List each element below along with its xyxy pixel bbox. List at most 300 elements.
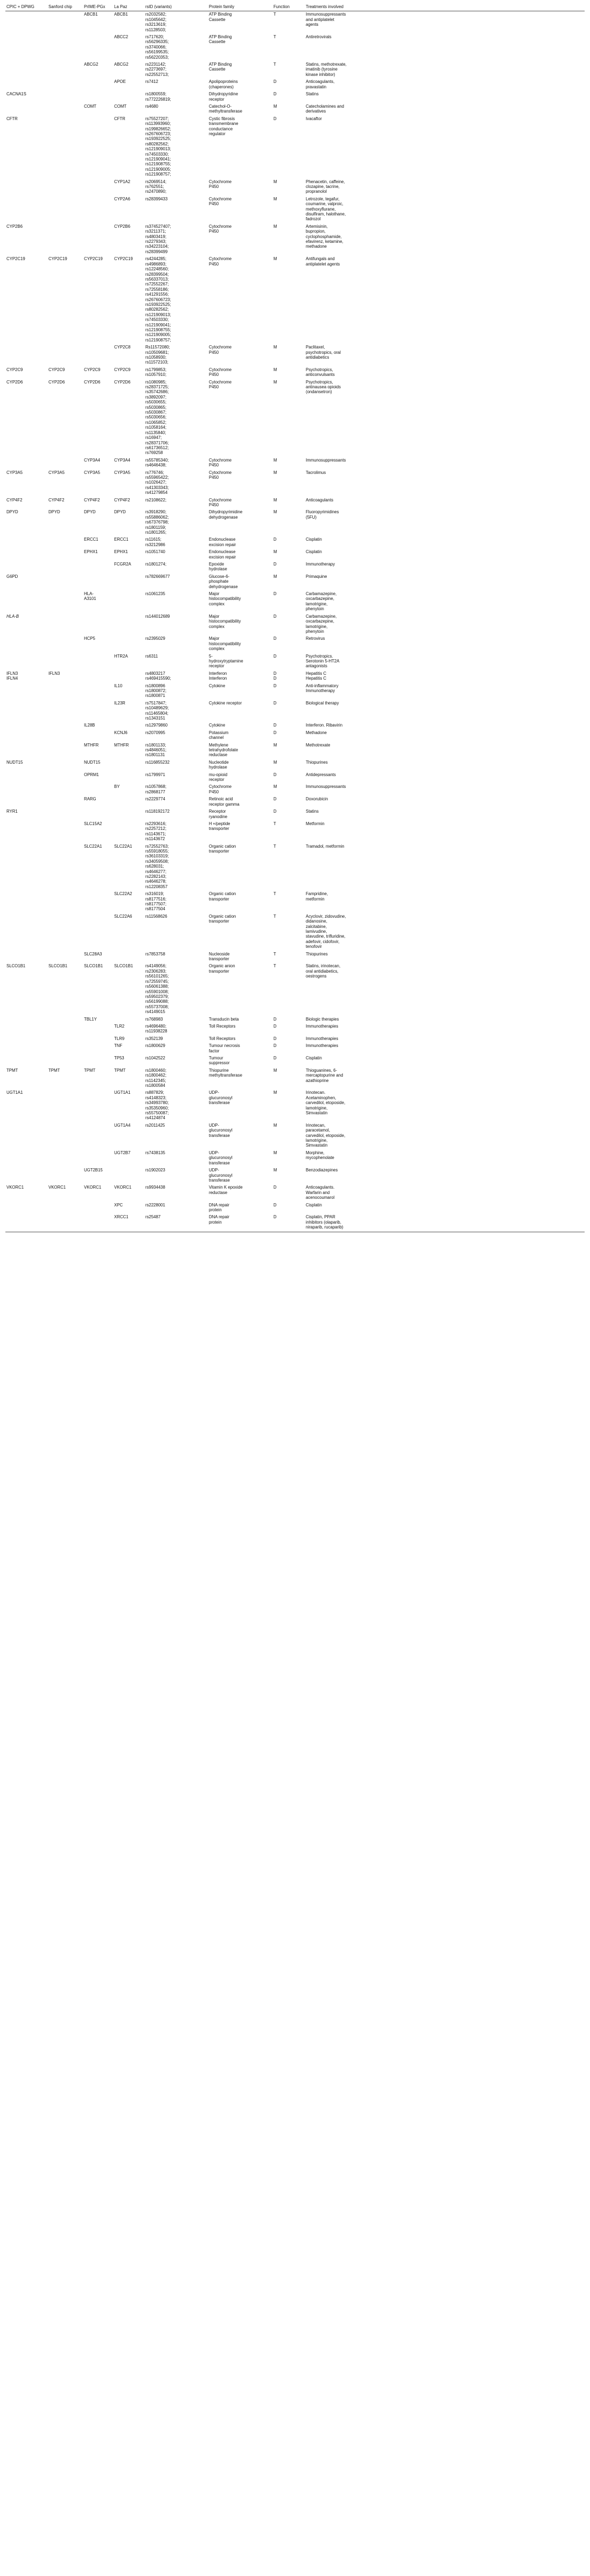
protein-family-cell: Transducin beta	[209, 1016, 239, 1022]
la-paz-cell: EPHX1	[114, 549, 128, 555]
protein-family-cell: Cytochrome P450	[209, 379, 232, 390]
cpic-dpwg-cell: UGT1A1	[6, 1090, 23, 1095]
cpic-dpwg-cell	[5, 103, 47, 116]
prime-pgx-cell: TBL1Y	[84, 1016, 97, 1022]
prime-pgx-cell: COMT	[84, 103, 96, 109]
protein-family-cell: Vitamin K epoxide reductase	[209, 1185, 243, 1195]
treatments-cell: Cisplatin, PPAR inhibitors (olaparib, niraparib, rucaparib)	[306, 1214, 343, 1230]
header-row	[5, 3, 585, 11]
sanford-chip-cell	[47, 913, 83, 951]
function-cell: M	[273, 470, 277, 475]
rsid-cell: rs72552763; rs55918055; rs36103319; rs34059508; rs628031; rs4646277; rs2282143; rs4646278; rs12208357	[145, 843, 169, 889]
function-cell: D	[273, 1055, 277, 1060]
protein-family-cell: Major histocompatibility complex	[209, 636, 241, 652]
prime-pgx-cell	[83, 808, 113, 821]
rsid-cell: rs1057868; rs2868177	[145, 784, 167, 794]
la-paz-cell: XPC	[114, 1202, 123, 1207]
sanford-chip-cell	[47, 457, 83, 470]
function-cell: M	[273, 179, 277, 184]
treatments-cell: Psychotropics, anticonvulsants	[306, 367, 335, 378]
prime-pgx-cell	[83, 683, 113, 700]
la-paz-cell: TLR9	[114, 1036, 125, 1041]
treatments-cell: Statins, irinotecan, oral antidiabetics, oestrogens	[306, 964, 341, 979]
function-cell: D	[273, 92, 277, 97]
table-row	[5, 1214, 585, 1232]
prime-pgx-cell	[83, 179, 113, 196]
protein-family-cell: UDP- glucuronosyl transferase	[209, 1122, 233, 1138]
la-paz-cell	[113, 722, 144, 729]
cpic-dpwg-cell: TPMT	[6, 1067, 18, 1073]
cpic-dpwg-cell: CFTR	[6, 116, 18, 121]
la-paz-cell: SLC22A1	[114, 843, 132, 849]
la-paz-cell	[113, 591, 144, 613]
function-cell: D	[273, 1023, 277, 1029]
sanford-chip-cell	[47, 683, 83, 700]
rsid-cell: rs4696480; rs11938228	[145, 1023, 167, 1034]
protein-family-cell: UDP- glucuronosyl transferase	[209, 1090, 233, 1106]
cpic-dpwg-cell	[5, 821, 47, 843]
prime-pgx-cell	[83, 116, 113, 179]
rsid-cell: rs2069514; rs762551; rs2470890;	[145, 179, 167, 194]
sanford-chip-cell	[47, 224, 83, 256]
function-cell: M	[273, 574, 277, 579]
prime-pgx-cell: ERCC1	[84, 537, 99, 542]
table-row	[5, 179, 585, 196]
protein-family-cell: H +/peptide transporter	[209, 821, 230, 832]
la-paz-cell	[113, 1167, 144, 1184]
sanford-chip-cell	[47, 821, 83, 843]
sanford-chip-cell: CYP3A5	[48, 470, 65, 475]
sanford-chip-cell	[47, 722, 83, 729]
prime-pgx-cell: CYP2C9	[84, 367, 101, 372]
protein-family-cell: Endonuclease excision repair	[209, 537, 236, 547]
table-row	[5, 196, 585, 224]
function-cell: D	[273, 683, 277, 688]
protein-family-cell: Endonuclease excision repair	[209, 549, 236, 560]
treatments-cell: Psychotropics. Serotonin 5-HT2A antagonists	[306, 653, 340, 669]
protein-family-cell: Thiopurine methyltransferase	[209, 1067, 242, 1078]
rsid-cell: rs7438135	[145, 1150, 165, 1155]
treatments-cell: Primaquine	[306, 574, 327, 579]
protein-family-cell: Major histocompatibility complex	[209, 591, 241, 606]
treatments-cell: Anti-inflammatory Immunotherapy	[306, 683, 339, 693]
rsid-cell: rs2032582; rs1045642; rs3213619; rs1128503;	[145, 12, 167, 32]
la-paz-cell: CYP2B6	[114, 224, 130, 229]
function-cell: M	[273, 345, 277, 350]
cpic-dpwg-cell	[5, 1043, 47, 1055]
protein-family-cell: Major histocompatibility complex	[209, 613, 241, 629]
prime-pgx-cell	[83, 34, 113, 61]
protein-family-cell: Cytochrome P450	[209, 784, 232, 794]
protein-family-cell: Cytochrome P450	[209, 224, 232, 234]
cpic-dpwg-cell	[5, 1023, 47, 1036]
function-cell: M	[273, 1090, 277, 1095]
function-cell: M	[273, 224, 277, 229]
protein-family-cell: mu-opioid receptor	[209, 772, 228, 783]
table-row	[5, 784, 585, 796]
la-paz-cell: CFTR	[114, 116, 125, 121]
prime-pgx-cell: CYP3A4	[84, 457, 100, 463]
protein-family-cell: Retinoic acid receptor gamma	[209, 797, 240, 807]
table-row	[5, 470, 585, 497]
prime-pgx-cell: CYP4F2	[84, 497, 100, 502]
cpic-dpwg-cell	[5, 951, 47, 964]
table-row	[5, 1016, 585, 1023]
table-row	[5, 1150, 585, 1167]
la-paz-cell	[113, 671, 144, 683]
prime-pgx-cell	[83, 653, 113, 671]
sanford-chip-cell	[47, 613, 83, 636]
prime-pgx-cell: ABCB1	[84, 12, 98, 17]
rsid-cell: rs776746; rs55965422; rs1026427; rs41303343; rs41279854	[145, 470, 169, 495]
la-paz-cell: CYP2C19	[114, 256, 133, 262]
table-row	[5, 759, 585, 772]
protein-family-cell: Cytochrome P450	[209, 196, 232, 207]
treatments-cell: Interferon. Ribavirin	[306, 723, 343, 728]
cpic-dpwg-cell	[5, 1214, 47, 1232]
protein-family-cell: Nucleotide hydrolase	[209, 759, 229, 770]
table-row	[5, 683, 585, 700]
prime-pgx-cell	[83, 1043, 113, 1055]
sanford-chip-cell	[47, 561, 83, 574]
la-paz-cell: HTR2A	[114, 653, 128, 659]
treatments-cell: Antifungals and antiplatelet agents	[306, 256, 340, 267]
protein-family-cell: Dihydropyridine receptor	[209, 92, 238, 102]
la-paz-cell	[113, 759, 144, 772]
prime-pgx-cell: CYP2D6	[84, 379, 101, 385]
la-paz-cell: UGT1A1	[114, 1090, 131, 1095]
function-cell: T	[273, 12, 276, 17]
function-cell: D	[273, 723, 277, 728]
la-paz-cell: IL23R	[114, 700, 125, 706]
protein-family-cell: Cystic fibrosis transmembrane conductance regulator	[209, 116, 238, 136]
table-row	[5, 103, 585, 116]
table-row	[5, 379, 585, 457]
sanford-chip-cell: TPMT	[48, 1067, 60, 1073]
la-paz-cell: CYP2D6	[114, 379, 131, 385]
function-cell: D	[273, 809, 277, 814]
la-paz-cell: VKORC1	[114, 1185, 132, 1190]
prime-pgx-cell	[83, 561, 113, 574]
function-cell: T	[273, 843, 276, 849]
table-row	[5, 61, 585, 79]
rsid-cell: rs25487	[145, 1214, 161, 1220]
protein-family-cell: Apolipoproteins (chaperones)	[209, 79, 238, 89]
rsid-cell: rs11615; rs3212986	[145, 537, 165, 547]
prime-pgx-cell	[83, 671, 113, 683]
table-row	[5, 796, 585, 808]
sanford-chip-cell: SLCO1B1	[48, 964, 68, 969]
la-paz-cell: ABCG2	[114, 62, 129, 67]
prime-pgx-cell	[83, 913, 113, 951]
function-cell: D	[273, 1185, 277, 1190]
table-row	[5, 671, 585, 683]
la-paz-cell	[113, 636, 144, 653]
cpic-dpwg-cell: HLA-B	[6, 613, 19, 619]
la-paz-cell: CYP2A6	[114, 196, 130, 201]
treatments-cell: Hepatitis C Hepatitis C	[306, 671, 327, 681]
prime-pgx-cell: SLCO1B1	[84, 964, 103, 969]
sanford-chip-cell	[47, 1055, 83, 1067]
table-row	[5, 457, 585, 470]
function-cell: D	[273, 1036, 277, 1041]
sanford-chip-cell	[47, 784, 83, 796]
prime-pgx-cell: DPYD	[84, 509, 96, 515]
function-cell: M	[273, 549, 277, 555]
rsid-cell: rs1042522	[145, 1055, 165, 1060]
rsid-cell: rs144012689	[145, 613, 170, 619]
treatments-cell: Methotrexate	[306, 742, 331, 748]
table-row	[5, 653, 585, 671]
function-cell: D	[273, 79, 277, 85]
la-paz-cell: CYP3A4	[114, 457, 130, 463]
function-cell: D	[273, 613, 277, 619]
prime-pgx-cell: VKORC1	[84, 1185, 102, 1190]
rsid-cell: rs782669677	[145, 574, 170, 579]
cpic-dpwg-cell: NUDT15	[6, 759, 23, 765]
treatments-cell: Carbamazepine, oxcarbazepine, lamotrigine, phenytoin	[306, 591, 337, 612]
la-paz-cell: SLC22A6	[114, 913, 132, 919]
function-cell: M	[273, 103, 277, 109]
la-paz-cell: CYP4F2	[114, 497, 130, 502]
function-cell: T	[273, 821, 276, 826]
treatments-cell: Phenacetin, caffeine, clozapine, tacrine, propranolol	[306, 179, 345, 194]
cpic-dpwg-cell	[5, 772, 47, 784]
function-cell: M	[273, 497, 277, 502]
sanford-chip-cell: CYP2C9	[48, 367, 65, 372]
protein-family-cell: Methylene tetrahydrofolate reductase	[209, 742, 238, 758]
treatments-cell: Biological therapy	[306, 700, 339, 706]
sanford-chip-cell	[47, 759, 83, 772]
treatments-cell: Statins	[306, 809, 319, 814]
la-paz-cell	[113, 91, 144, 103]
treatments-cell: Ivacaftor	[306, 116, 322, 121]
rsid-cell: rs1800896 rs1800872; rs1800871	[145, 683, 167, 699]
table-row	[5, 497, 585, 509]
sanford-chip-cell: CYP2D6	[48, 379, 65, 385]
table-row	[5, 722, 585, 729]
protein-family-cell: ATP Binding Cassette	[209, 62, 232, 72]
cpic-dpwg-cell: RYR1	[6, 809, 18, 814]
la-paz-cell: CYP1A2	[114, 179, 130, 184]
sanford-chip-cell	[47, 772, 83, 784]
prime-pgx-cell	[83, 344, 113, 367]
function-cell: T	[273, 34, 276, 40]
rsid-cell: rs2229774	[145, 797, 165, 802]
table-row	[5, 344, 585, 367]
treatments-cell: Acyclovir, zidovudine, didanosine, zalcitabine, lamivudine, stavudine, trifluridine, adefovir, cidofovir, tenofovir	[306, 913, 346, 950]
treatments-cell: Biologic therapies	[306, 1016, 339, 1022]
rsid-cell: rs1051740	[145, 549, 165, 555]
cpic-dpwg-cell	[5, 742, 47, 759]
sanford-chip-cell	[47, 653, 83, 671]
prime-pgx-cell	[83, 196, 113, 224]
table-header	[5, 3, 585, 11]
treatments-cell: Methadone	[306, 730, 327, 735]
cpic-dpwg-cell	[5, 636, 47, 653]
prime-pgx-cell: EPHX1	[84, 549, 98, 555]
function-cell: M	[273, 509, 277, 515]
cpic-dpwg-cell	[5, 796, 47, 808]
rsid-cell: rs3918290; rs55886062; rs67376798; rs1801159; rs1801265;	[145, 509, 169, 535]
function-cell: M	[273, 196, 277, 201]
protein-family-cell: Cytochrome P450	[209, 256, 232, 267]
cpic-dpwg-cell: CYP2C9	[6, 367, 23, 372]
rsid-cell: rs768983	[145, 1016, 163, 1022]
pharmacogenes-table	[5, 3, 585, 1232]
sanford-chip-cell: CYP2C19	[48, 256, 67, 262]
rsid-cell: rs1061235	[145, 591, 165, 597]
rsid-cell: rs1799853; rs1057910;	[145, 367, 167, 378]
protein-family-cell: Nucleoside transporter	[209, 951, 230, 962]
la-paz-cell: TLR2	[114, 1023, 125, 1029]
rsid-cell: rs2108622;	[145, 497, 167, 502]
table-row	[5, 224, 585, 256]
function-cell: M	[273, 1150, 277, 1155]
rsid-cell: rs352139	[145, 1036, 163, 1041]
sanford-chip-cell	[47, 1202, 83, 1214]
rsid-cell: rs7412	[145, 79, 158, 85]
la-paz-cell	[113, 772, 144, 784]
prime-pgx-cell: SLC28A3	[84, 951, 102, 957]
la-paz-cell	[113, 1016, 144, 1023]
header-function: Function	[273, 4, 290, 9]
sanford-chip-cell	[47, 196, 83, 224]
protein-family-cell: Toll Receptors	[209, 1036, 236, 1041]
table-row	[5, 79, 585, 91]
rsid-cell: rs4680	[145, 103, 158, 109]
sanford-chip-cell	[47, 843, 83, 891]
protein-family-cell: Cytochrome P450	[209, 497, 232, 507]
table-row	[5, 574, 585, 591]
protein-family-cell: Cytochrome P450	[209, 345, 232, 355]
cpic-dpwg-cell	[5, 1036, 47, 1043]
protein-family-cell: Cytochrome P450	[209, 179, 232, 189]
rsid-cell: rs2231142; rs2273697; rs22552713;	[145, 62, 169, 77]
cpic-dpwg-cell	[5, 344, 47, 367]
function-cell: M	[273, 457, 277, 463]
sanford-chip-cell: CYP4F2	[48, 497, 65, 502]
treatments-cell: Thiopurines	[306, 951, 328, 957]
prime-pgx-cell	[83, 1214, 113, 1232]
cpic-dpwg-cell	[5, 61, 47, 79]
function-cell: D	[273, 1214, 277, 1220]
sanford-chip-cell	[47, 1016, 83, 1023]
sanford-chip-cell	[47, 951, 83, 964]
prime-pgx-cell: SLC22A1	[84, 843, 102, 849]
cpic-dpwg-cell	[5, 11, 47, 34]
la-paz-cell: CYP2C8	[114, 345, 131, 350]
sanford-chip-cell	[47, 34, 83, 61]
treatments-cell: Psychotropics, antinausea opioids (ondansetron)	[306, 379, 341, 395]
sanford-chip-cell	[47, 796, 83, 808]
function-cell: M	[273, 1122, 277, 1128]
sanford-chip-cell	[47, 11, 83, 34]
la-paz-cell: KCNJ6	[114, 730, 128, 735]
prime-pgx-cell: NUDT15	[84, 759, 101, 765]
table-row	[5, 951, 585, 964]
protein-family-cell: Cytochrome P450	[209, 470, 232, 480]
table-row	[5, 1023, 585, 1036]
treatments-cell: Immunosuppressants	[306, 784, 346, 790]
treatments-cell: Thiopurines	[306, 759, 328, 765]
prime-pgx-cell	[83, 1023, 113, 1036]
table-row	[5, 509, 585, 536]
sanford-chip-cell	[47, 700, 83, 723]
cpic-dpwg-cell	[5, 1055, 47, 1067]
sanford-chip-cell	[47, 91, 83, 103]
protein-family-cell: 5- hydroxytryptamine receptor	[209, 653, 243, 669]
prime-pgx-cell	[83, 574, 113, 591]
sanford-chip-cell	[47, 1090, 83, 1122]
treatments-cell: Antidepressants	[306, 772, 336, 777]
rsid-cell: rs1799971	[145, 772, 165, 777]
sanford-chip-cell	[47, 103, 83, 116]
cpic-dpwg-cell: SLCO1B1	[6, 964, 26, 969]
protein-family-cell: DNA repair protein	[209, 1202, 230, 1212]
function-cell: D	[273, 591, 277, 597]
table-row	[5, 561, 585, 574]
prime-pgx-cell	[83, 1090, 113, 1122]
cpic-dpwg-cell	[5, 843, 47, 891]
cpic-dpwg-cell	[5, 549, 47, 561]
treatments-cell: Tacrolimus	[306, 470, 326, 475]
sanford-chip-cell: IFLN3	[48, 671, 60, 676]
rsid-cell: rs374527407; rs3211371; rs4803419; rs2279343; rs34223104; rs28399499	[145, 224, 171, 254]
treatments-cell: Letrozole, tegafur, coumarine, valproic, methoxyflurane, disulfiram, halothane, fadrozol	[306, 196, 346, 222]
rsid-cell: rs1800629	[145, 1043, 165, 1049]
prime-pgx-cell: CYP2C19	[84, 256, 103, 262]
la-paz-cell: FCGR2A	[114, 562, 131, 567]
rsid-cell: rs887829; rs4148323; rs34993780; rs35350960; rs55750087; rs4124874	[145, 1090, 169, 1121]
treatments-cell: Doxorubicin	[306, 797, 328, 802]
cpic-dpwg-cell: CYP2C19	[6, 256, 25, 262]
table-body	[5, 11, 585, 1232]
table-row	[5, 536, 585, 549]
protein-family-cell: Potassium channel	[209, 730, 229, 741]
treatments-cell: Irinotecan, paracetamol, carvedilol, etoposide, lamotrigine, Simvastatin	[306, 1122, 346, 1148]
treatments-cell: Cisplatin	[306, 1202, 322, 1207]
treatments-cell: Immunotherapies	[306, 1023, 339, 1029]
sanford-chip-cell	[47, 116, 83, 179]
la-paz-cell: CYP3A5	[114, 470, 130, 475]
la-paz-cell	[113, 951, 144, 964]
table-row	[5, 116, 585, 179]
table-row	[5, 613, 585, 636]
la-paz-cell: SLCO1B1	[114, 964, 134, 969]
sanford-chip-cell: VKORC1	[48, 1185, 66, 1190]
function-cell: D	[273, 537, 277, 542]
prime-pgx-cell	[83, 1055, 113, 1067]
prime-pgx-cell	[83, 1036, 113, 1043]
treatments-cell: Immunosuppressants	[306, 457, 346, 463]
header-rsid: rsID (variants)	[145, 4, 172, 9]
function-cell: M	[273, 367, 277, 372]
treatments-cell: Paclitaxel, psychotropics, oral antidiabetics	[306, 345, 341, 360]
table-row	[5, 636, 585, 653]
cpic-dpwg-cell: CYP4F2	[6, 497, 23, 502]
sanford-chip-cell	[47, 61, 83, 79]
sanford-chip-cell	[47, 591, 83, 613]
cpic-dpwg-cell	[5, 683, 47, 700]
protein-family-cell: Cytochrome P450	[209, 367, 232, 378]
sanford-chip-cell	[47, 536, 83, 549]
protein-family-cell: Organic cation transporter	[209, 843, 236, 854]
la-paz-cell: ABCC2	[114, 34, 128, 40]
treatments-cell: Anticoagulants	[306, 497, 334, 502]
cpic-dpwg-cell: CACNA1S	[6, 92, 26, 97]
la-paz-cell	[113, 821, 144, 843]
